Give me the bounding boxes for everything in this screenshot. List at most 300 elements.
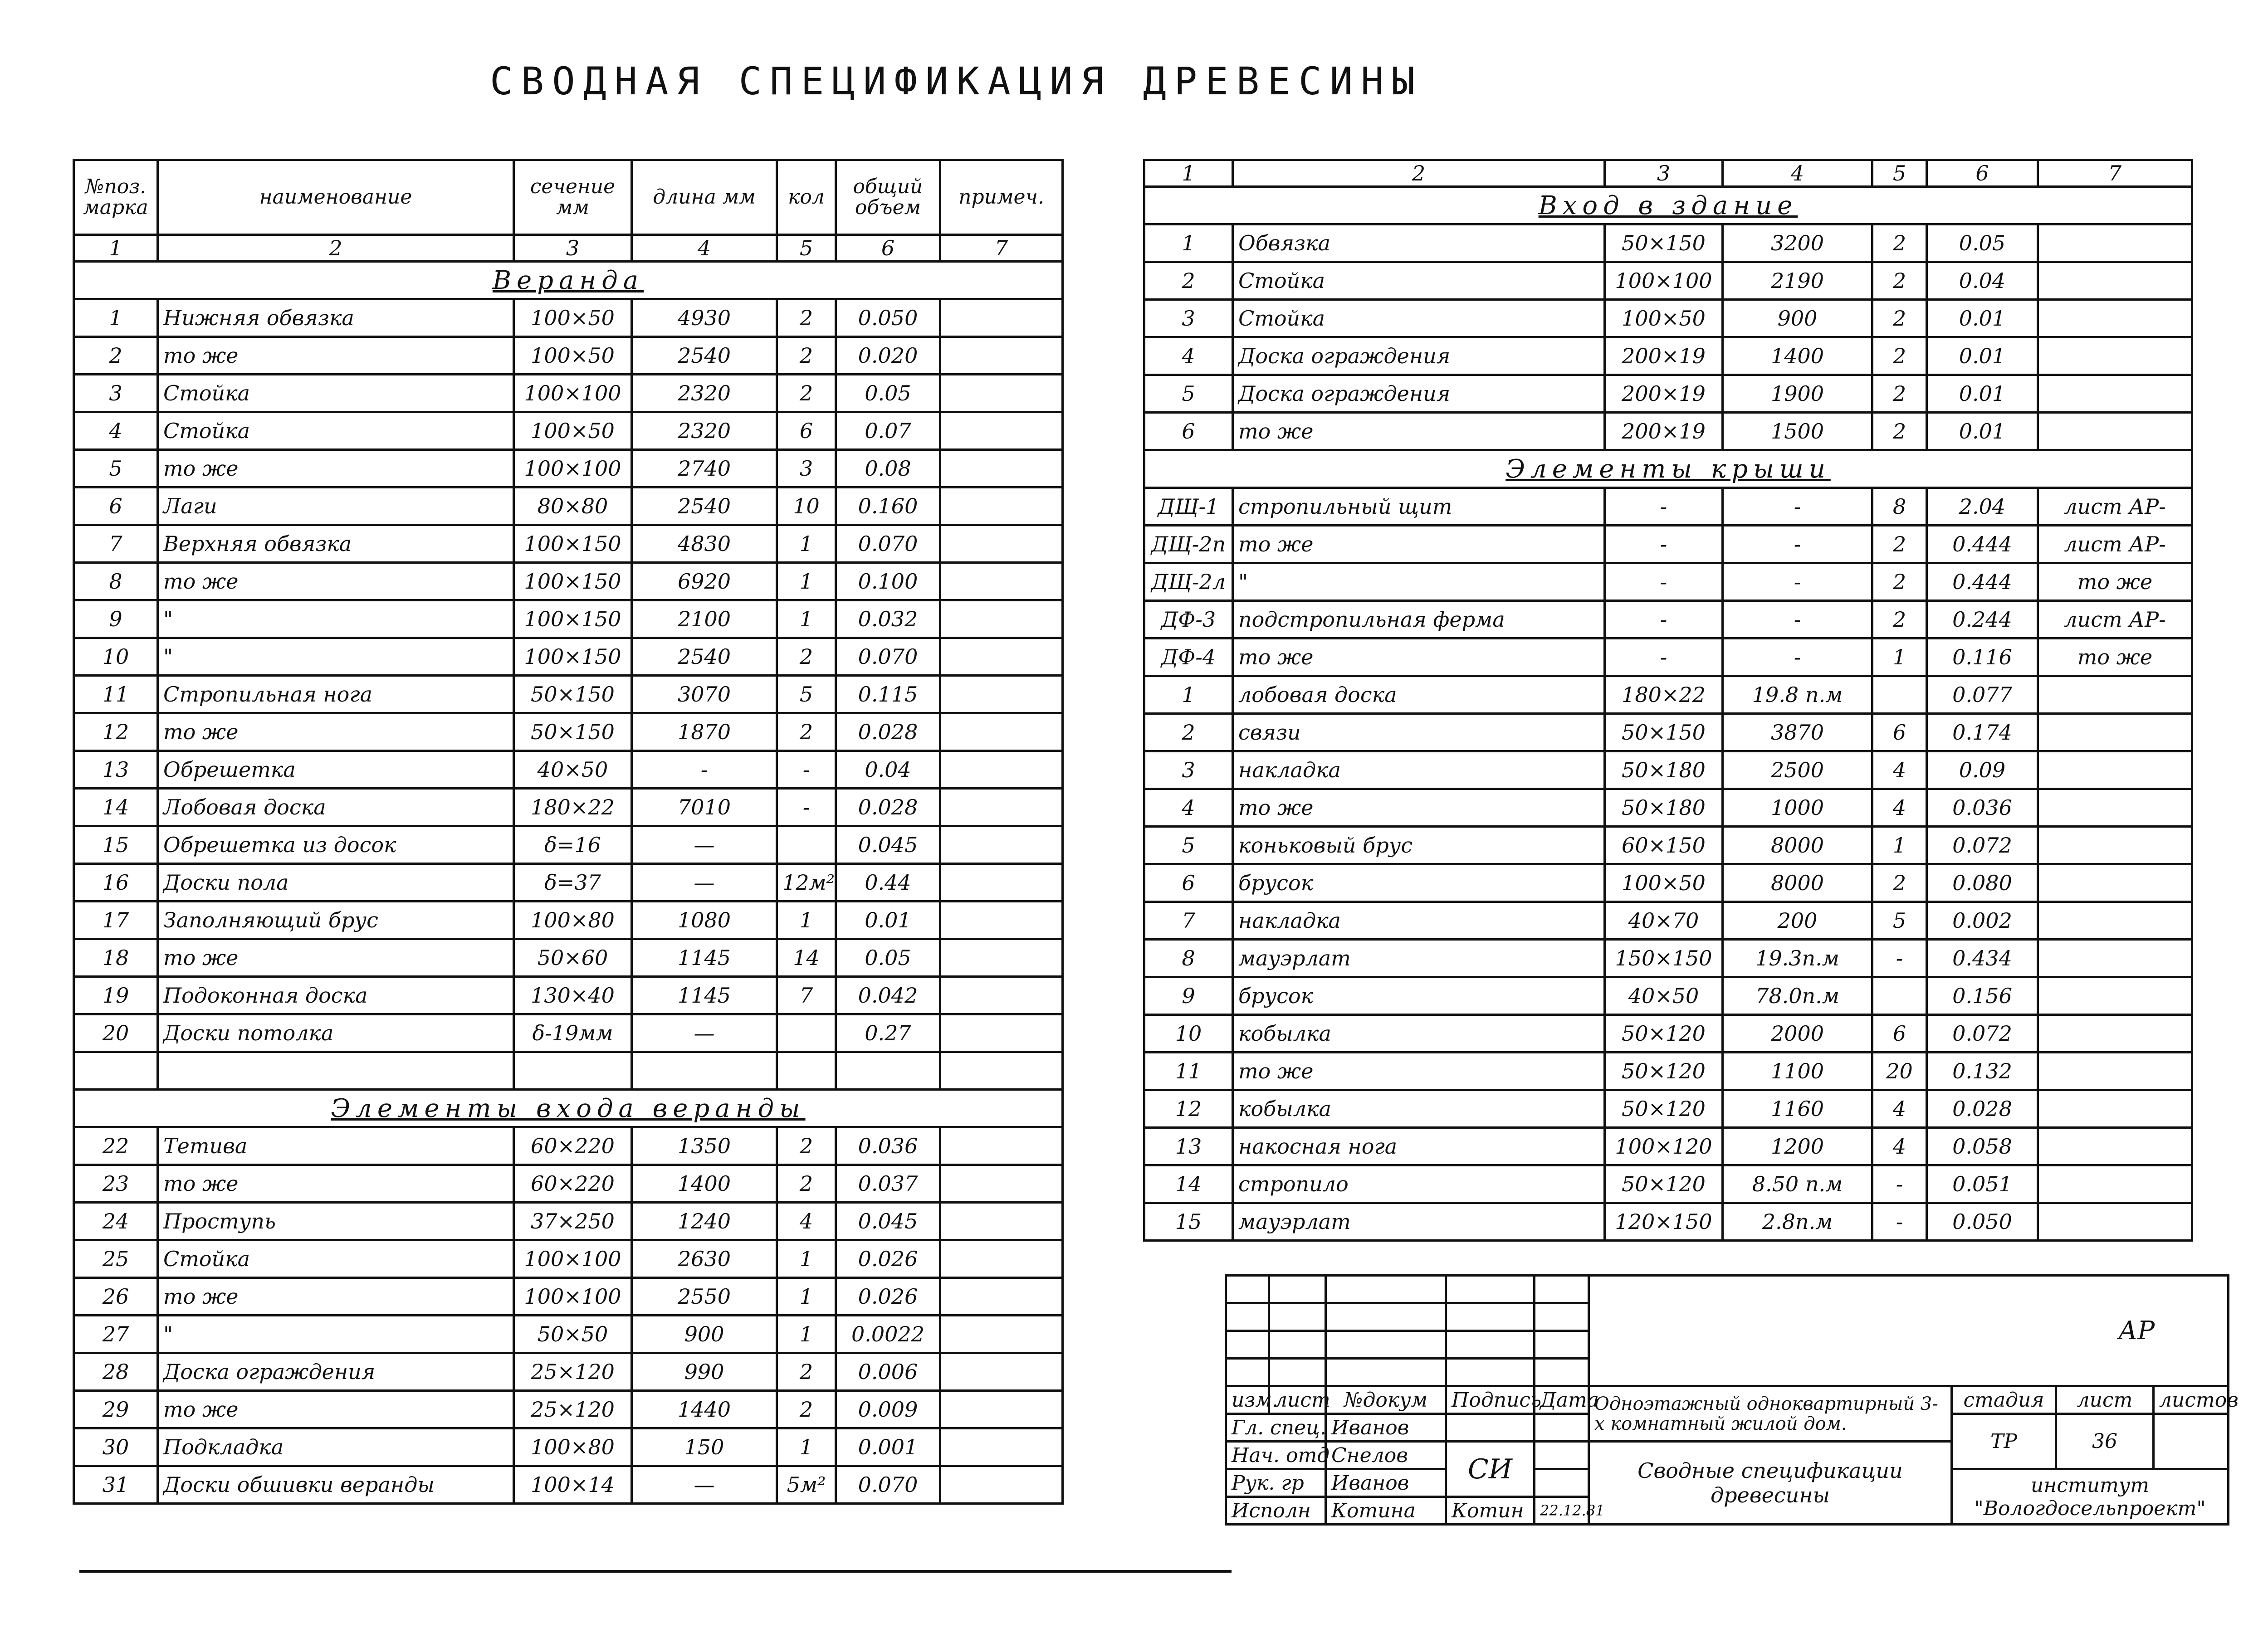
- row-quantity: 1: [777, 563, 836, 600]
- row-name: ": [158, 1316, 514, 1353]
- row-name: Проступь: [158, 1203, 514, 1240]
- row-name: Нижняя обвязка: [158, 299, 514, 337]
- row-length: 4830: [632, 525, 777, 563]
- row-position: 4: [1144, 789, 1233, 827]
- row-note: [2038, 714, 2192, 751]
- row-section: -: [1605, 563, 1723, 601]
- row-note: [2038, 1053, 2192, 1090]
- column-number: 6: [1927, 160, 2038, 187]
- row-quantity: 2: [777, 299, 836, 337]
- row-position: 3: [1144, 751, 1233, 789]
- row-name: то же: [158, 450, 514, 487]
- row-quantity: -: [1872, 940, 1927, 977]
- document-title: Сводные спецификации древесины: [1589, 1442, 1952, 1525]
- row-position: ДЩ-1: [1144, 488, 1233, 526]
- row-quantity: 2: [1872, 601, 1927, 639]
- row-note: [940, 337, 1063, 375]
- page-title: СВОДНАЯ СПЕЦИФИКАЦИЯ ДРЕВЕСИНЫ: [490, 59, 1423, 103]
- row-note: [940, 1391, 1063, 1428]
- row-section: 100×14: [514, 1466, 632, 1504]
- row-length: 1200: [1723, 1128, 1872, 1165]
- stage-label: стадия: [1952, 1386, 2056, 1414]
- sheets-value: [2154, 1414, 2229, 1469]
- row-position: 2: [1144, 714, 1233, 751]
- row-section: 60×220: [514, 1165, 632, 1203]
- row-volume: 0.05: [836, 939, 940, 977]
- row-position: 15: [1144, 1203, 1233, 1241]
- section-row: [74, 262, 1063, 299]
- row-length: 1145: [632, 939, 777, 977]
- row-quantity: [1872, 676, 1927, 714]
- row-length: 1400: [632, 1165, 777, 1203]
- row-quantity: 1: [1872, 827, 1927, 864]
- table-row: [74, 487, 1063, 525]
- row-quantity: 4: [1872, 751, 1927, 789]
- row-position: 14: [74, 789, 158, 826]
- row-length: 1145: [632, 977, 777, 1014]
- row-section: 100×100: [1605, 262, 1723, 300]
- column-number: 4: [1723, 160, 1872, 187]
- row-note: [2038, 751, 2192, 789]
- row-volume: 0.032: [836, 600, 940, 638]
- row-name: то же: [1233, 639, 1605, 676]
- row-name: брусок: [1233, 864, 1605, 902]
- signature: СИ: [1446, 1442, 1535, 1497]
- row-section: δ-19мм: [514, 1014, 632, 1052]
- row-quantity: 2: [777, 1391, 836, 1428]
- row-position: 31: [74, 1466, 158, 1504]
- table-row: [74, 676, 1063, 713]
- row-volume: 0.01: [1927, 375, 2038, 413]
- row-volume: 0.444: [1927, 526, 2038, 563]
- row-name: Заполняющий брус: [158, 902, 514, 939]
- table-row: [1144, 751, 2192, 789]
- table-row: [74, 902, 1063, 939]
- column-number: 7: [2038, 160, 2192, 187]
- column-number: 5: [1872, 160, 1927, 187]
- table-row: [74, 826, 1063, 864]
- row-length: 1400: [1723, 337, 1872, 375]
- row-position: 8: [1144, 940, 1233, 977]
- row-note: [940, 487, 1063, 525]
- row-name: накладка: [1233, 902, 1605, 940]
- row-position: 2: [1144, 262, 1233, 300]
- table-row: [74, 1428, 1063, 1466]
- row-volume: [836, 1052, 940, 1090]
- row-note: [940, 713, 1063, 751]
- table-row: [1144, 526, 2192, 563]
- row-note: [940, 1052, 1063, 1090]
- row-section: -: [1605, 526, 1723, 563]
- row-section: 50×180: [1605, 789, 1723, 827]
- row-section: 100×80: [514, 1428, 632, 1466]
- row-quantity: [1872, 977, 1927, 1015]
- row-position: 20: [74, 1014, 158, 1052]
- row-length: —: [632, 1014, 777, 1052]
- row-length: 2000: [1723, 1015, 1872, 1053]
- row-name: Стойка: [158, 412, 514, 450]
- row-note: [940, 1240, 1063, 1278]
- row-name: Обрешетка из досок: [158, 826, 514, 864]
- role-1: Гл. спец.: [1226, 1414, 1326, 1442]
- row-position: 25: [74, 1240, 158, 1278]
- row-quantity: 2: [777, 337, 836, 375]
- row-section: 100×100: [514, 1278, 632, 1316]
- row-name: стропило: [1233, 1165, 1605, 1203]
- row-length: 3870: [1723, 714, 1872, 751]
- row-length: 2540: [632, 638, 777, 676]
- row-quantity: -: [777, 751, 836, 789]
- row-section: 37×250: [514, 1203, 632, 1240]
- stamp-col-sheet: лист: [1269, 1386, 1326, 1414]
- row-note: [2038, 977, 2192, 1015]
- row-name: то же: [1233, 413, 1605, 450]
- row-position: 14: [1144, 1165, 1233, 1203]
- column-number: 2: [1233, 160, 1605, 187]
- column-header: кол: [777, 160, 836, 235]
- row-length: 1500: [1723, 413, 1872, 450]
- row-note: [940, 939, 1063, 977]
- row-section: 100×100: [514, 450, 632, 487]
- row-quantity: [777, 1052, 836, 1090]
- table-row: [74, 789, 1063, 826]
- row-position: 6: [1144, 413, 1233, 450]
- table-row: [74, 864, 1063, 902]
- row-section: 50×120: [1605, 1165, 1723, 1203]
- row-section: 100×150: [514, 638, 632, 676]
- row-name: Тетива: [158, 1127, 514, 1165]
- person-4: Котина: [1326, 1497, 1446, 1525]
- row-position: 5: [74, 450, 158, 487]
- row-volume: 0.045: [836, 1203, 940, 1240]
- row-volume: 0.0022: [836, 1316, 940, 1353]
- row-section: -: [1605, 639, 1723, 676]
- row-note: [940, 1353, 1063, 1391]
- row-quantity: 2: [1872, 300, 1927, 337]
- role-2: Нач. отд: [1226, 1442, 1326, 1469]
- row-volume: 0.028: [836, 789, 940, 826]
- row-length: 2500: [1723, 751, 1872, 789]
- row-name: коньковый брус: [1233, 827, 1605, 864]
- table-row: [1144, 902, 2192, 940]
- table-row: [74, 1391, 1063, 1428]
- row-position: ДФ-3: [1144, 601, 1233, 639]
- stamp-col-rev: изм.: [1226, 1386, 1269, 1414]
- row-note: [2038, 337, 2192, 375]
- row-volume: 0.058: [1927, 1128, 2038, 1165]
- row-position: [74, 1052, 158, 1090]
- row-length: -: [1723, 526, 1872, 563]
- row-position: 28: [74, 1353, 158, 1391]
- row-section: 100×100: [514, 1240, 632, 1278]
- row-length: -: [1723, 563, 1872, 601]
- document-code: АР: [1589, 1276, 2229, 1386]
- row-volume: 0.01: [1927, 337, 2038, 375]
- table-row: [74, 1316, 1063, 1353]
- row-length: 6920: [632, 563, 777, 600]
- row-length: 7010: [632, 789, 777, 826]
- row-volume: 0.01: [1927, 300, 2038, 337]
- row-note: лист АР-: [2038, 526, 2192, 563]
- column-number: 4: [632, 235, 777, 262]
- column-header: длина мм: [632, 160, 777, 235]
- table-row: [1144, 1203, 2192, 1241]
- row-note: [940, 864, 1063, 902]
- table-row: [1144, 601, 2192, 639]
- row-position: 5: [1144, 375, 1233, 413]
- row-name: Лаги: [158, 487, 514, 525]
- row-volume: 0.036: [836, 1127, 940, 1165]
- row-section: 180×22: [514, 789, 632, 826]
- row-position: 3: [74, 375, 158, 412]
- row-section: 100×150: [514, 563, 632, 600]
- row-name: кобылка: [1233, 1015, 1605, 1053]
- row-section: 100×120: [1605, 1128, 1723, 1165]
- row-length: 19.8 п.м: [1723, 676, 1872, 714]
- row-quantity: 4: [1872, 789, 1927, 827]
- row-position: 13: [1144, 1128, 1233, 1165]
- row-section: 200×19: [1605, 337, 1723, 375]
- row-quantity: 1: [777, 1240, 836, 1278]
- row-position: 5: [1144, 827, 1233, 864]
- row-length: 2190: [1723, 262, 1872, 300]
- sheet-label: лист: [2056, 1386, 2154, 1414]
- row-note: [940, 299, 1063, 337]
- row-length: 1240: [632, 1203, 777, 1240]
- table-row: [1144, 1128, 2192, 1165]
- row-section: 50×150: [514, 713, 632, 751]
- row-note: [940, 1165, 1063, 1203]
- organization: институт "Вологдосельпроект": [1952, 1469, 2229, 1525]
- table-row: [1144, 488, 2192, 526]
- row-length: 2550: [632, 1278, 777, 1316]
- row-name: кобылка: [1233, 1090, 1605, 1128]
- table-row: [74, 1052, 1063, 1090]
- row-note: [940, 1127, 1063, 1165]
- row-note: [940, 789, 1063, 826]
- row-note: лист АР-: [2038, 601, 2192, 639]
- row-volume: 0.444: [1927, 563, 2038, 601]
- row-quantity: 6: [1872, 1015, 1927, 1053]
- column-number: 2: [158, 235, 514, 262]
- person-1: Иванов: [1326, 1414, 1446, 1442]
- row-length: 8000: [1723, 864, 1872, 902]
- column-number: 5: [777, 235, 836, 262]
- row-note: то же: [2038, 639, 2192, 676]
- row-name: то же: [158, 1278, 514, 1316]
- row-position: 11: [74, 676, 158, 713]
- row-section: 50×150: [514, 676, 632, 713]
- row-quantity: 3: [777, 450, 836, 487]
- table-row: [1144, 375, 2192, 413]
- row-quantity: 7: [777, 977, 836, 1014]
- row-length: 78.0п.м: [1723, 977, 1872, 1015]
- row-length: -: [1723, 639, 1872, 676]
- row-volume: 0.05: [836, 375, 940, 412]
- section-title: Веранда: [74, 262, 1063, 299]
- row-name: Доска ограждения: [1233, 337, 1605, 375]
- column-header: наименование: [158, 160, 514, 235]
- row-position: ДЩ-2п: [1144, 526, 1233, 563]
- row-length: 2320: [632, 412, 777, 450]
- row-volume: 0.115: [836, 676, 940, 713]
- row-length: 3200: [1723, 224, 1872, 262]
- person-2: Снелов: [1326, 1442, 1446, 1469]
- row-quantity: 10: [777, 487, 836, 525]
- row-position: 12: [74, 713, 158, 751]
- row-section: 60×220: [514, 1127, 632, 1165]
- row-quantity: 2: [1872, 864, 1927, 902]
- row-quantity: 2: [777, 1165, 836, 1203]
- row-note: [940, 638, 1063, 676]
- row-volume: 0.050: [836, 299, 940, 337]
- row-note: [940, 600, 1063, 638]
- column-number: 7: [940, 235, 1063, 262]
- row-name: то же: [158, 337, 514, 375]
- row-quantity: 1: [777, 525, 836, 563]
- row-section: 50×120: [1605, 1015, 1723, 1053]
- row-volume: 0.070: [836, 1466, 940, 1504]
- row-quantity: 1: [1872, 639, 1927, 676]
- row-section: 200×19: [1605, 375, 1723, 413]
- row-name: ": [1233, 563, 1605, 601]
- row-section: δ=16: [514, 826, 632, 864]
- row-volume: 0.44: [836, 864, 940, 902]
- row-volume: 0.006: [836, 1353, 940, 1391]
- row-name: Стойка: [158, 375, 514, 412]
- table-row: [74, 337, 1063, 375]
- table-row: [74, 375, 1063, 412]
- row-position: 3: [1144, 300, 1233, 337]
- row-note: [940, 902, 1063, 939]
- row-quantity: 14: [777, 939, 836, 977]
- row-section: 40×70: [1605, 902, 1723, 940]
- section-title: Вход в здание: [1144, 187, 2192, 224]
- row-volume: 0.156: [1927, 977, 2038, 1015]
- table-row: [74, 977, 1063, 1014]
- row-note: [2038, 827, 2192, 864]
- table-row: [74, 1165, 1063, 1203]
- row-note: [940, 977, 1063, 1014]
- row-volume: 0.028: [1927, 1090, 2038, 1128]
- row-length: 2740: [632, 450, 777, 487]
- row-section: 200×19: [1605, 413, 1723, 450]
- title-block: [1225, 1274, 2239, 1526]
- row-quantity: 4: [1872, 1090, 1927, 1128]
- row-quantity: 2: [1872, 563, 1927, 601]
- table-row: [1144, 1165, 2192, 1203]
- row-length: 8.50 п.м: [1723, 1165, 1872, 1203]
- section-row: [1144, 450, 2192, 488]
- row-note: [2038, 375, 2192, 413]
- row-volume: 0.037: [836, 1165, 940, 1203]
- row-name: то же: [1233, 789, 1605, 827]
- row-note: [940, 826, 1063, 864]
- row-length: —: [632, 864, 777, 902]
- header-row: [74, 160, 1063, 235]
- row-volume: 0.244: [1927, 601, 2038, 639]
- row-length: —: [632, 826, 777, 864]
- row-section: 25×120: [514, 1391, 632, 1428]
- table-row: [74, 1278, 1063, 1316]
- row-length: 1100: [1723, 1053, 1872, 1090]
- row-name: мауэрлат: [1233, 940, 1605, 977]
- row-section: 150×150: [1605, 940, 1723, 977]
- table-row: [74, 1203, 1063, 1240]
- table-row: [1144, 262, 2192, 300]
- row-position: 8: [74, 563, 158, 600]
- row-position: 4: [1144, 337, 1233, 375]
- row-position: 30: [74, 1428, 158, 1466]
- column-number: 3: [514, 235, 632, 262]
- row-name: то же: [1233, 1053, 1605, 1090]
- row-position: 23: [74, 1165, 158, 1203]
- row-section: 100×50: [514, 412, 632, 450]
- sheets-label: листов: [2154, 1386, 2229, 1414]
- row-quantity: 4: [1872, 1128, 1927, 1165]
- row-quantity: 5: [777, 676, 836, 713]
- row-quantity: 1: [777, 1316, 836, 1353]
- row-name: Лобовая доска: [158, 789, 514, 826]
- row-note: [940, 1466, 1063, 1504]
- row-section: 40×50: [514, 751, 632, 789]
- row-name: Обвязка: [1233, 224, 1605, 262]
- row-name: накладка: [1233, 751, 1605, 789]
- row-note: [940, 563, 1063, 600]
- table-row: [1144, 1090, 2192, 1128]
- row-volume: 0.077: [1927, 676, 2038, 714]
- stamp-col-doc: №докум: [1326, 1386, 1446, 1414]
- table-row: [1144, 563, 2192, 601]
- row-quantity: 2: [777, 1127, 836, 1165]
- row-quantity: 1: [777, 1428, 836, 1466]
- row-position: 15: [74, 826, 158, 864]
- row-length: 2.8п.м: [1723, 1203, 1872, 1241]
- row-note: [2038, 940, 2192, 977]
- row-note: [940, 676, 1063, 713]
- row-position: 2: [74, 337, 158, 375]
- row-position: 19: [74, 977, 158, 1014]
- row-note: [2038, 300, 2192, 337]
- row-section: -: [1605, 601, 1723, 639]
- row-name: то же: [158, 1165, 514, 1203]
- row-note: [940, 1278, 1063, 1316]
- row-position: 7: [74, 525, 158, 563]
- table-row: [74, 412, 1063, 450]
- row-volume: 0.09: [1927, 751, 2038, 789]
- row-length: 2630: [632, 1240, 777, 1278]
- row-position: 1: [1144, 676, 1233, 714]
- table-row: [1144, 676, 2192, 714]
- row-length: -: [632, 751, 777, 789]
- row-section: 100×100: [514, 375, 632, 412]
- row-quantity: 5м²: [777, 1466, 836, 1504]
- row-quantity: 1: [777, 1278, 836, 1316]
- row-length: 2100: [632, 600, 777, 638]
- row-quantity: 2: [1872, 526, 1927, 563]
- row-name: Подкладка: [158, 1428, 514, 1466]
- row-volume: 0.001: [836, 1428, 940, 1466]
- row-section: 80×80: [514, 487, 632, 525]
- row-note: то же: [2038, 563, 2192, 601]
- row-volume: 0.020: [836, 337, 940, 375]
- row-section: 40×50: [1605, 977, 1723, 1015]
- row-length: 19.3п.м: [1723, 940, 1872, 977]
- row-position: 1: [74, 299, 158, 337]
- table-row: [74, 751, 1063, 789]
- right-spec-table: [1143, 159, 2193, 1242]
- row-name: [158, 1052, 514, 1090]
